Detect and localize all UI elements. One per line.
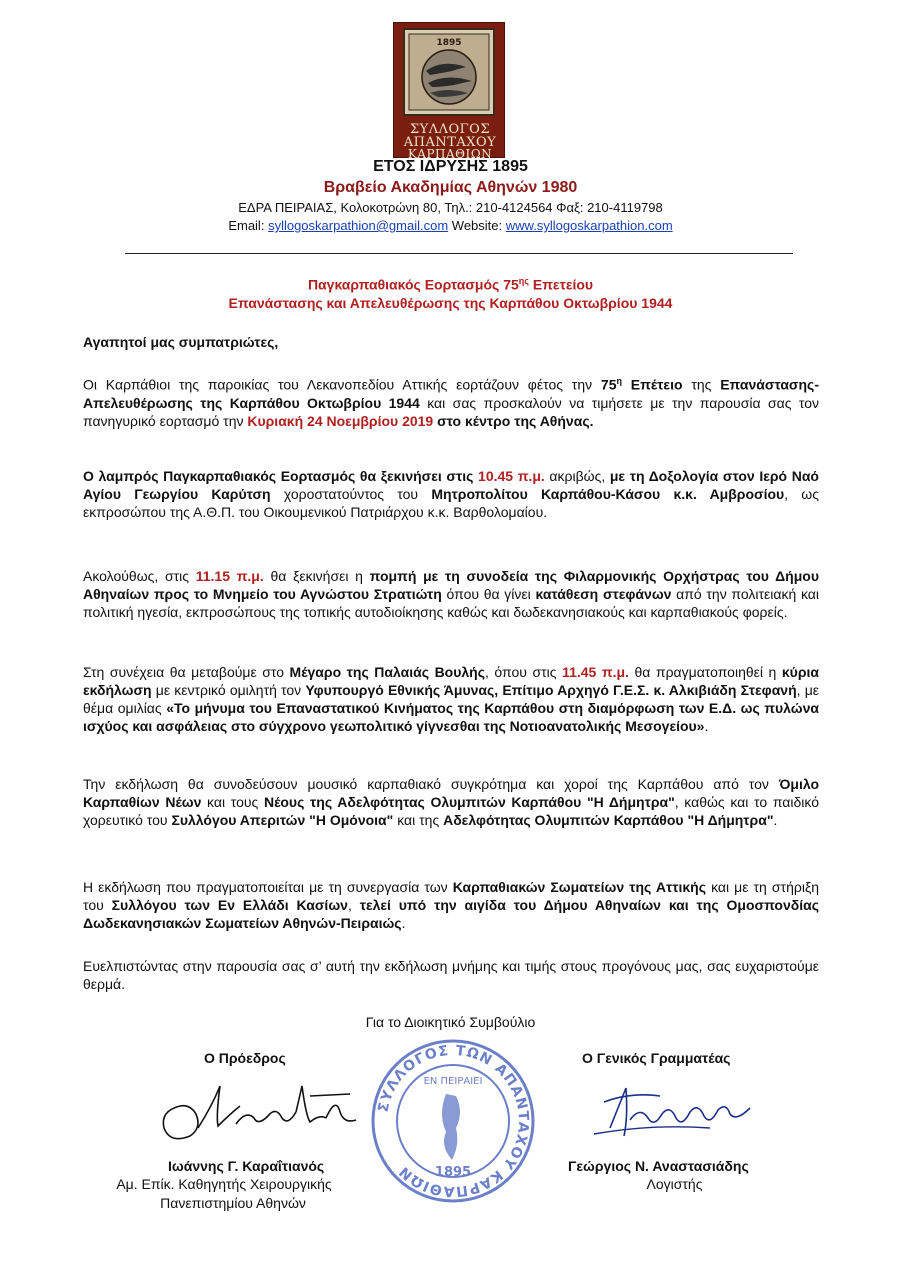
address-line: ΕΔΡΑ ΠΕΙΡΑΙΑΣ, Κολοκοτρώνη 80, Τηλ.: 210-4124564 Φαξ: 210-4119798 [238,200,663,215]
secretary-signature-icon [590,1078,760,1148]
president-signature-icon [150,1066,365,1156]
paragraph-1: Οι Καρπάθιοι της παροικίας του Λεκανοπεδίου Αττικής εορτάζουν φέτος την $75^\eta$ Επέτειο της Επανάστασης-Απελευθέρωσης της Καρπάθου Οκτωβρίου 1944 και σας προσκαλούν να τιμήσετε με την παρουσία σας τον πανηγυρικό εορτασμό την Κυριακή 24 Νοεμβρίου 2019 στο κέντρο της Αθήνας. [83,376,819,429]
founded-year: ΕΤΟΣ ΙΔΡΥΣΗΣ 1895 [373,158,528,175]
board-caption: Για το Διοικητικό Συμβούλιο [365,1014,536,1030]
paragraph-5: Την εκδήλωση θα συνοδεύσουν μουσικό καρπαθιακό συγκρότημα και χοροί της Καρπάθου από τον Όμιλο Καρπαθίων Νέων και τους Νέους της Αδελφότητας Ολυμπιτών Καρπάθου "Η Δήμητρα", καθώς και το παιδικό χορευτικό του Συλλόγου Απεριτών "Η Ομόνοια" και της Αδελφότητας Ολυμπιτών Καρπάθου "Η Δήμητρα". [83,776,820,828]
paragraph-7: Ευελπιστώντας στην παρουσία σας σ’ αυτή την εκδήλωση μνήμης και τιμής στους προγόνους μας, σας ευχαριστούμε θερμά. [83,958,819,992]
contact-line [0,218,901,233]
logo-line-2: ΑΠΑΝΤΑΧΟΥ [403,135,497,150]
president-name: Ιωάννης Γ. Καραΐτιανός [168,1158,325,1174]
paragraph-2: Ο λαμπρός Παγκαρπαθιακός Εορτασμός θα ξεκινήσει στις 10.45 π.μ. ακριβώς, με τη Δοξολογία στον Ιερό Ναό Αγίου Γεωργίου Καρύτση χοροστατούντος του Μητροπολίτου Καρπάθου-Κάσου κ.κ. Αμβροσίου, ως εκπροσώπου της Α.Θ.Π. του Οικουμενικού Πατριάρχου κ.κ. Βαρθολομαίου. [83,468,819,520]
secretary-name: Γεώργιος Ν. Αναστασιάδης [568,1158,749,1174]
svg-text:ΣΥΛΛΟΓΟΣ ΤΩΝ ΑΠΑΝΤΑΧΟΥ ΚΑΡΠΑΘΙ: ΣΥΛΛΟΓΟΣ ΤΩΝ ΑΠΑΝΤΑΧΟΥ ΚΑΡΠΑΘΙΩΝ [375,1042,532,1200]
website-link[interactable]: www.syllogoskarpathion.com [505,218,673,233]
logo-line-1: ΣΥΛΛΟΓΟΣ [409,122,491,137]
president-role-1: Αμ. Επίκ. Καθηγητής Χειρουργικής [116,1176,332,1192]
secretary-title: Ο Γενικός Γραμματέας [582,1050,731,1066]
svg-text:ΕΝ ΠΕΙΡΑΙΕΙ: ΕΝ ΠΕΙΡΑΙΕΙ [423,1076,483,1087]
president-title: Ο Πρόεδρος [204,1050,286,1066]
email-link[interactable]: syllogoskarpathion@gmail.com [268,218,449,233]
paragraph-3: Ακολούθως, στις 11.15 π.μ. θα ξεκινήσει η πομπή με τη συνοδεία της Φιλαρμονικής Ορχήστρας του Δήμου Αθηναίων προς το Μνημείο του Αγνώστου Στρατιώτη όπου θα γίνει κατάθεση στεφάνων από την πολιτειακή και πολιτική ηγεσία, εκπροσώπους της τοπικής αυτοδιοίκησης καθώς και δωδεκανησιακούς και καρπαθιακούς φορείς. [83,568,819,620]
paragraph-4: Στη συνέχεια θα μεταβούμε στο Μέγαρο της Παλαιάς Βουλής, όπου στις 11.45 π.μ. θα πραγματοποιηθεί η κύρια εκδήλωση με κεντρικό ομιλητή τον Υφυπουργό Εθνικής Άμυνας, Επίτιμο Αρχηγό Γ.Ε.Σ. κ. Αλκιβιάδη Στεφανή, με θέμα ομιλίας «Το μήνυμα του Επαναστατικού Κινήματος της Καρπάθου στη διαμόρφωση των Ε.Δ. ως πυλώνα ισχύος και ασφάλειας στο σύγχρονο γεωπολιτικό γίγνεσθαι της Νοτιοανατολικής Μεσογείου». [83,664,820,734]
event-title-line-1: Παγκαρπαθιακός Εορτασμός $75^{\eta\varsigma}$ Επετείου [307,276,594,293]
website-label: Website: [451,218,503,233]
association-logo [393,22,505,161]
secretary-role: Λογιστής [646,1176,703,1192]
email-label: Email: [228,218,265,233]
academy-award: Βραβείο Ακαδημίας Αθηνών 1980 [323,179,578,196]
event-title-line-2: Επανάστασης και Απελευθέρωσης της Καρπάθου Οκτωβρίου 1944 [228,295,673,311]
svg-text:1895: 1895 [434,1165,472,1180]
dolphins-emblem-icon [394,23,504,121]
greeting: Αγαπητοί μας συμπατριώτες, [83,334,279,350]
svg-text:1895: 1895 [436,38,462,48]
president-role-2: Πανεπιστημίου Αθηνών [160,1195,306,1211]
paragraph-6: Η εκδήλωση που πραγματοποιείται με τη συνεργασία των Καρπαθιακών Σωματείων της Αττικής και με τη στήριξη του Συλλόγου των Εν Ελλάδι Κασίων, τελεί υπό την αιγίδα του Δήμου Αθηναίων και της Ομοσπονδίας Δωδεκανησιακών Σωματείων Αθηνών-Πειραιώς. [83,879,820,931]
logo-line-3: ΚΑΡΠΑΘΙΩΝ [407,147,493,161]
header-divider [125,253,793,254]
